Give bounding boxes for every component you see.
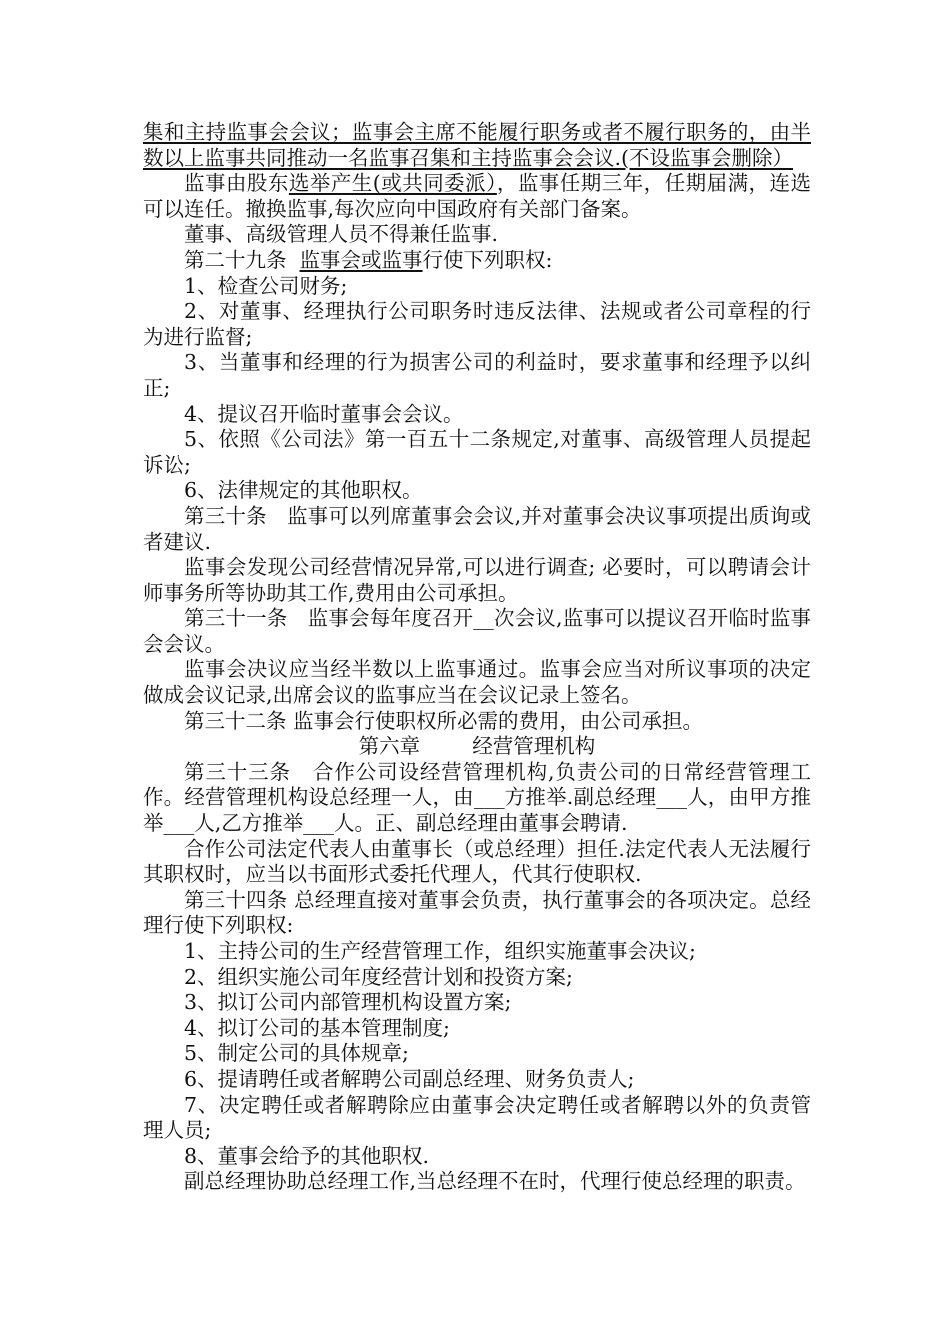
list-item: 4、拟订公司的基本管理制度; — [184, 1015, 450, 1040]
list-item: 1、主持公司的生产经营管理工作，组织实施董事会决议; — [184, 939, 696, 963]
paragraph-investigation: 监事会发现公司经营情况异常,可以进行调查; 必要时，可以聘请会计师事务所等协助其工作,费用由公司承担。 — [143, 555, 811, 605]
underlined-text-run: 监事会或监事 — [299, 247, 423, 272]
text-run: ，监事任期三年，任期届满，连选可以连任。撤换监事,每次应向中国政府有关部门备案。 — [143, 171, 812, 221]
list-item: 8、董事会给予的其他职权. — [184, 1143, 430, 1168]
text-run: 行使下列职权: — [422, 247, 553, 272]
article-34: 第三十四条 总经理直接对董事会负责，执行董事会的各项决定。总经理行使下列职权: — [143, 887, 811, 938]
article-31: 第三十一条 监事会每年度召开__次会议,监事可以提议召开临时监事会会议。 — [143, 606, 811, 656]
paragraph-no-concurrent-posts: 董事、高级管理人员不得兼任监事. — [184, 222, 499, 247]
document-page — [143, 120, 811, 1195]
paragraph-supervisor-election — [143, 171, 811, 222]
list-item: 6、提请聘任或者解聘公司副总经理、财务负责人; — [184, 1066, 635, 1091]
list-item: 7、决定聘任或者解聘除应由董事会决定聘任或者解聘以外的负责管理人员; — [143, 1092, 811, 1143]
list-item: 3、当董事和经理的行为损害公司的利益时，要求董事和经理予以纠正; — [143, 350, 811, 400]
paragraph-legal-representative: 合作公司法定代表人由董事长（或总经理）担任.法定代表人无法履行其职权时，应当以书面形式委托代理人，代其行使职权. — [143, 836, 811, 887]
article-30: 第三十条 监事可以列席董事会会议,并对董事会决议事项提出质询或者建议. — [143, 503, 811, 554]
paragraph-deputy-gm: 副总经理协助总经理工作,当总经理不在时，代理行使总经理的职责。 — [184, 1169, 806, 1194]
paragraph-resolution-approval: 监事会决议应当经半数以上监事通过。监事会应当对所议事项的决定做成会议记录,出席会议的监事应当在会议记录上签名。 — [143, 657, 811, 708]
list-item: 6、法律规定的其他职权。 — [184, 478, 423, 503]
text-run: 监事由股东 — [184, 171, 289, 196]
article-33: 第三十三条 合作公司设经营管理机构,负责公司的日常经营管理工作。经营管理机构设总经理一人，由___方推举.副总经理___人，由甲方推举___人,乙方推举___人。正、副总经理由董事会聘请. — [143, 759, 811, 836]
article-32: 第三十二条 监事会行使职权所必需的费用，由公司承担。 — [184, 708, 704, 733]
chapter-heading: 第六章 经营管理机构 — [358, 734, 596, 759]
list-item: 5、制定公司的具体规章; — [184, 1041, 409, 1066]
article-29-heading — [143, 248, 811, 274]
list-item: 2、组织实施公司年度经营计划和投资方案; — [184, 964, 573, 989]
list-item: 1、检查公司财务; — [184, 273, 348, 298]
list-item: 5、依照《公司法》第一百五十二条规定,对董事、高级管理人员提起诉讼; — [143, 427, 811, 477]
article-number: 第二十九条 — [184, 247, 300, 272]
list-item: 4、提议召开临时董事会会议。 — [184, 401, 464, 426]
list-item: 2、对董事、经理执行公司职务时违反法律、法规或者公司章程的行为进行监督; — [143, 299, 811, 349]
underlined-text-run: 选举产生(或共同委派） — [288, 171, 497, 196]
list-item: 3、拟订公司内部管理机构设置方案; — [184, 990, 512, 1015]
paragraph-supervisor-meeting-convening: 集和主持监事会会议；监事会主席不能履行职务或者不履行职务的，由半数以上监事共同推动一名监事召集和主持监事会会议.(不设监事会删除） — [143, 120, 811, 170]
